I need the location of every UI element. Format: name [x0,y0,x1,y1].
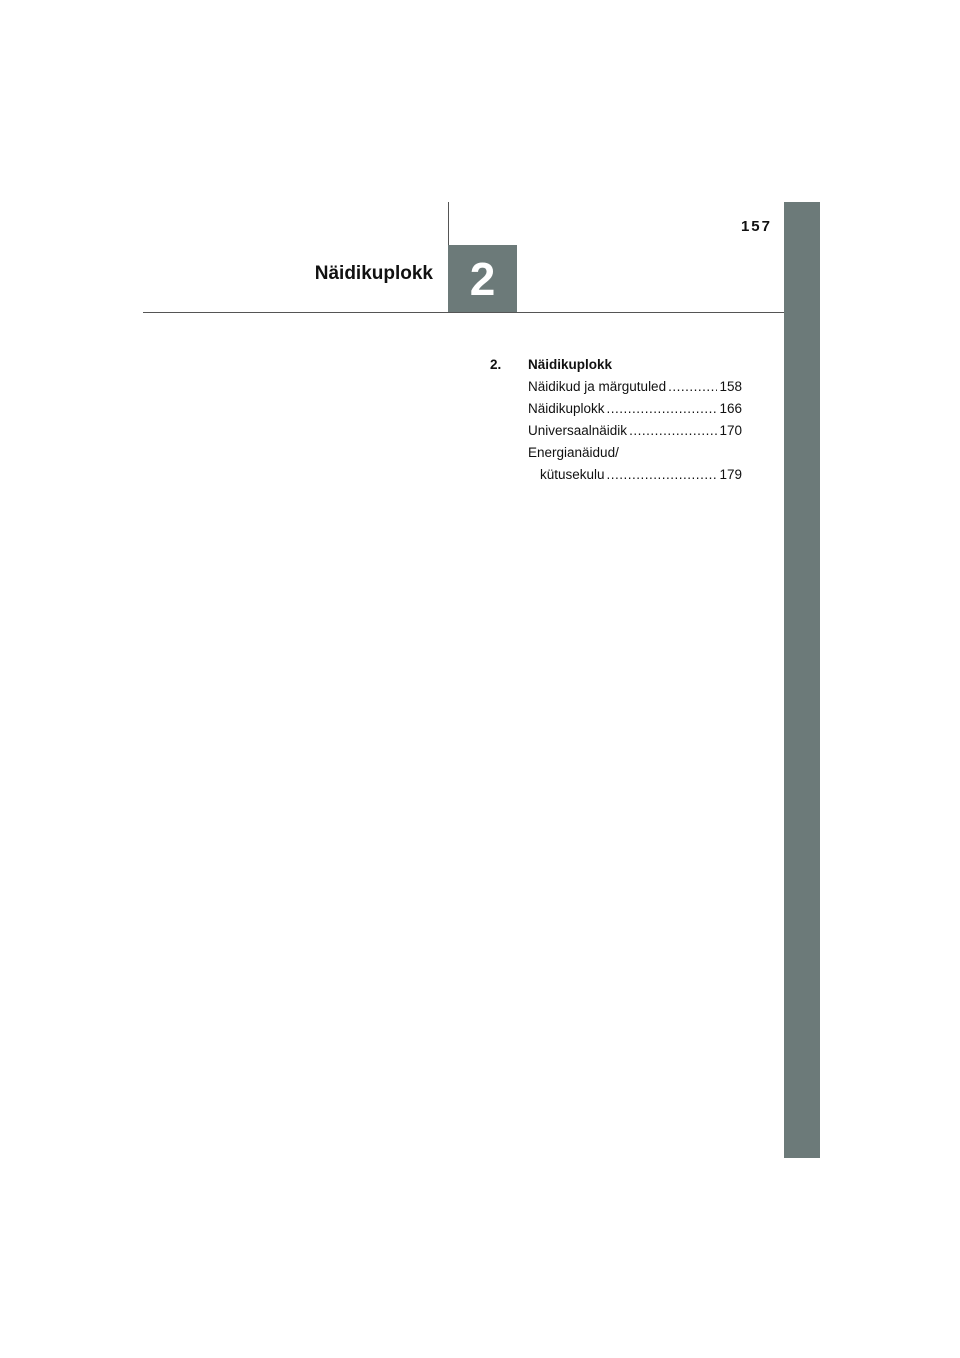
toc-entry-page: 170 [719,423,742,438]
toc-entry-label: Energianäidud/ [528,445,619,460]
chapter-number-box [448,245,517,312]
toc-entry-page: 158 [719,379,742,394]
toc-leader-dots [607,398,718,420]
toc-entry-continuation [528,464,742,486]
toc-entry[interactable] [528,376,742,398]
toc-leader-dots [668,376,717,398]
toc-section-heading [490,354,742,376]
header-vertical-rule [448,202,449,245]
toc-section-title: Näidikuplokk [528,357,613,372]
chapter-title: Näidikuplokk [314,263,433,284]
toc-entry-label-continued: kütusekulu [540,467,605,482]
toc-entry-page: 166 [719,401,742,416]
page-number: 157 [740,218,772,235]
toc-entry-page: 179 [719,467,742,482]
header-horizontal-rule [143,312,784,313]
toc-entry[interactable] [528,420,742,442]
toc-leader-dots [629,420,717,442]
toc-entry[interactable] [528,442,742,486]
chapter-number: 2 [469,252,496,305]
toc-entry[interactable] [528,398,742,420]
toc-entry-label: Näidikuplokk [528,401,605,416]
chapter-side-tab [784,202,820,1158]
toc-entry-label: Näidikud ja märgutuled [528,379,667,394]
table-of-contents [490,354,742,486]
toc-entry-label: Universaalnäidik [528,423,628,438]
toc-leader-dots [607,464,718,486]
toc-section-number: 2. [490,357,502,372]
